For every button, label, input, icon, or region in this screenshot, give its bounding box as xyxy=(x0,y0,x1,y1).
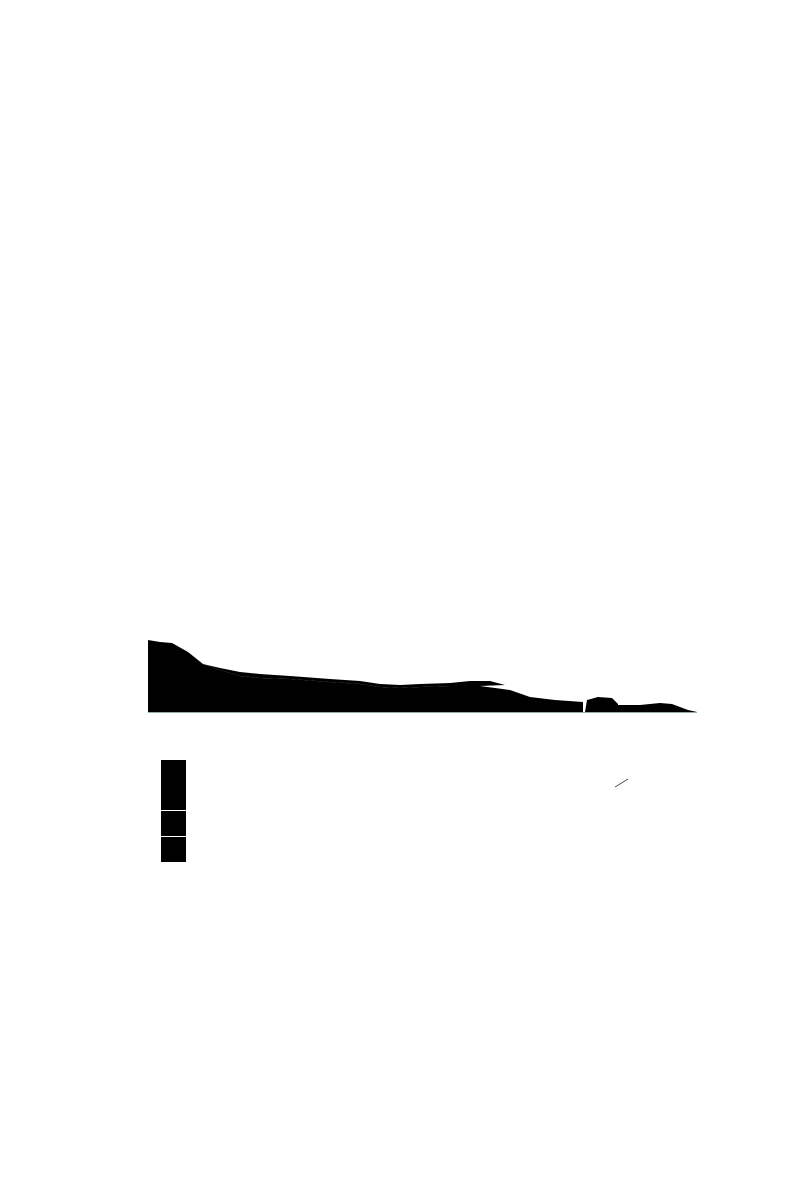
legend-swatch-cristalino xyxy=(161,760,186,785)
glacis-layer xyxy=(450,681,505,686)
pie-chart xyxy=(615,779,628,787)
landscape-profile xyxy=(148,640,697,713)
figure-svg xyxy=(0,600,789,930)
leader-line xyxy=(615,779,628,787)
figure-3-9 xyxy=(0,600,789,930)
legend-swatch-glacis xyxy=(161,811,186,836)
legend-colors xyxy=(161,760,186,862)
legend-swatch-inselberg xyxy=(161,837,186,862)
inselberg-layer xyxy=(585,697,618,712)
legend-swatch-estagnacao xyxy=(161,785,186,810)
